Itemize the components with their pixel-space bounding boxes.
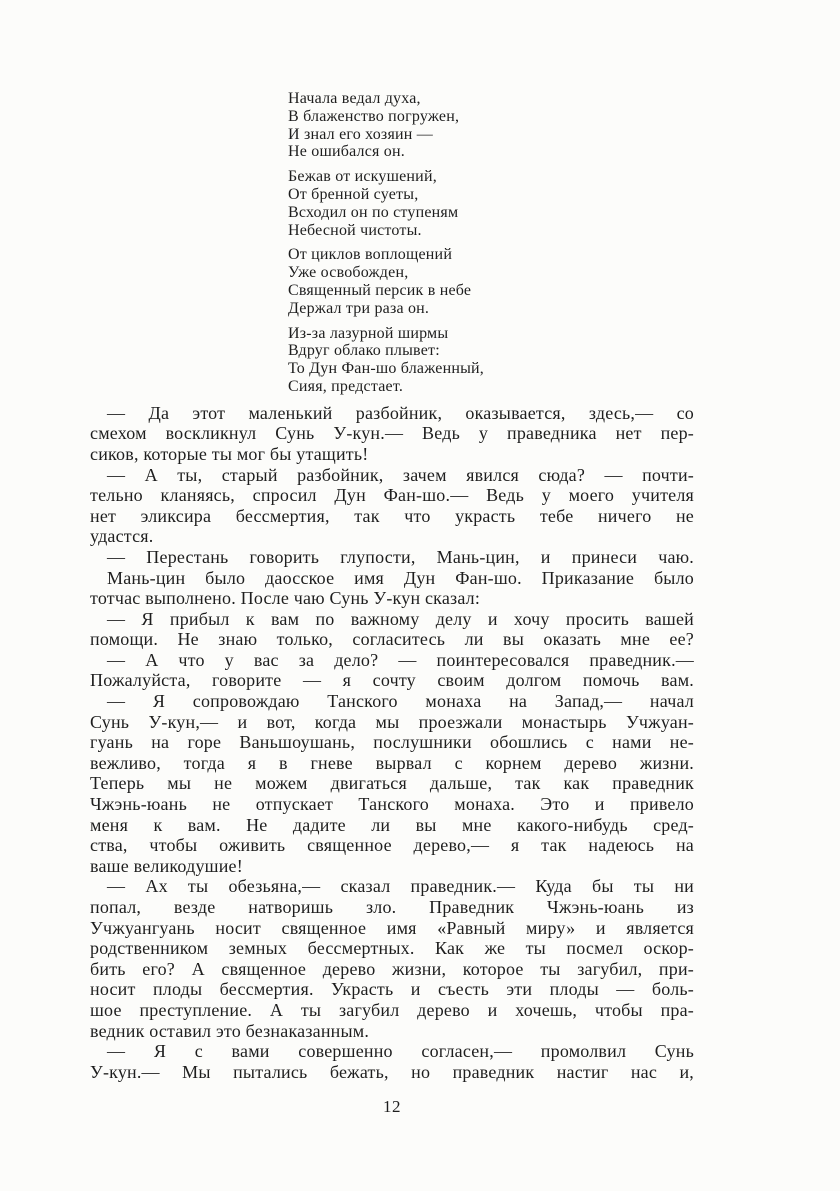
stanza xyxy=(288,246,694,317)
text-line: сиков, которые ты мог бы утащить! xyxy=(90,443,369,464)
paragraph xyxy=(90,609,694,650)
text-line: — Да этот маленький разбойник, оказывается, здесь,— со xyxy=(107,402,694,423)
text-line: Чжэнь-юань не отпускает Танского монаха. Это и привело xyxy=(90,794,694,815)
verse-line: Вдруг облако плывет: xyxy=(288,342,440,360)
text-block xyxy=(90,0,694,1117)
stanza xyxy=(288,90,694,161)
text-line: помощи. Не знаю только, согласитесь ли вы оказать мне ее? xyxy=(90,629,694,650)
verse-line: Бежав от искушений, xyxy=(288,168,437,186)
paragraph xyxy=(90,650,694,691)
text-line: гуань на горе Ваньшоушань, послушники обошлись с нами не- xyxy=(90,732,694,753)
text-line: Пожалуйста, говорите — я сочту своим долгом помочь вам. xyxy=(90,670,694,691)
text-line: носит плоды бессмертия. Украсть и съесть эти плоды — боль- xyxy=(90,979,694,1000)
verse-line: Держал три раза он. xyxy=(288,299,430,317)
text-line: Теперь мы не можем двигаться дальше, так как праведник xyxy=(90,773,694,794)
verse-line: Из-за лазурной ширмы xyxy=(288,324,449,342)
text-line: тотчас выполнено. После чаю Сунь У-кун сказал: xyxy=(90,588,481,609)
text-line: вежливо, тогда я в гневе вырвал с корнем дерево жизни. xyxy=(90,752,694,773)
paragraph xyxy=(90,1041,694,1082)
verse-line: Сияя, предстает. xyxy=(288,377,404,395)
verse-line: Уже освобожден, xyxy=(288,264,409,282)
verse-line: Священный персик в небе xyxy=(288,281,472,299)
text-line: тельно кланяясь, спросил Дун Фан-шо.— Ведь у моего учителя xyxy=(90,485,694,506)
text-line: попал, везде натворишь зло. Праведник Чжэнь-юань из xyxy=(90,897,694,917)
stanza xyxy=(288,168,694,239)
text-line: меня к вам. Не дадите ли вы мне какого-нибудь сред- xyxy=(90,814,694,835)
text-line: У-кун.— Мы пытались бежать, но праведник настиг нас и, xyxy=(90,1061,694,1082)
verse-line: Начала ведал духа, xyxy=(288,90,421,107)
page-number: 12 xyxy=(383,1097,401,1117)
text-line: ваше великодушие! xyxy=(90,855,243,876)
verse-line: В блаженство погружен, xyxy=(288,107,460,125)
poem xyxy=(288,90,694,396)
verse-line: От бренной суеты, xyxy=(288,185,419,203)
verse-line: Небесной чистоты. xyxy=(288,221,422,239)
text-line: Учжуангуань носит священное имя «Равный миру» и является xyxy=(90,917,694,938)
text-line: — Я прибыл к вам по важному делу и хочу просить вашей xyxy=(107,608,694,629)
verse-line: Не ошибался он. xyxy=(288,143,405,161)
text-line: смехом воскликнул Сунь У-кун.— Ведь у праведника нет пер- xyxy=(90,423,694,444)
text-line: бить его? А священное дерево жизни, которое ты загубил, при- xyxy=(90,958,694,979)
text-line: — А что у вас за дело? — поинтересовался праведник.— xyxy=(107,649,694,670)
paragraph xyxy=(90,465,694,547)
verse-line: Всходил он по ступеням xyxy=(288,203,459,221)
text-line: — Я сопровождаю Танского монаха на Запад,— начал xyxy=(107,691,694,712)
text-line: удастся. xyxy=(90,526,154,547)
text-line: нет эликсира бессмертия, так что украсть тебе ничего не xyxy=(90,505,694,526)
text-line: родственником земных бессмертных. Как же ты посмел оскор- xyxy=(90,938,694,959)
text-line: — А ты, старый разбойник, зачем явился сюда? — почти- xyxy=(107,464,694,485)
text-line: Сунь У-кун,— и вот, когда мы проезжали монастырь Учжуан- xyxy=(90,711,694,732)
stanza xyxy=(288,325,694,396)
text-line: Мань-цин было даосское имя Дун Фан-шо. Приказание было xyxy=(107,567,694,588)
verse-line: От циклов воплощений xyxy=(288,246,453,264)
text-line: — Перестань говорить глупости, Мань-цин, и принеси чаю. xyxy=(107,546,694,567)
paragraph xyxy=(90,547,694,568)
paragraph xyxy=(90,568,694,609)
verse-line: И знал его хозяин — xyxy=(288,125,433,143)
paragraph xyxy=(90,691,694,876)
text-line: ства, чтобы оживить священное дерево,— я так надеюсь на xyxy=(90,835,694,856)
prose xyxy=(90,403,694,1083)
text-line: ведник оставил это безнаказанным. xyxy=(90,1020,370,1041)
paragraph xyxy=(90,403,694,465)
text-line: — Я с вами совершенно согласен,— промолвил Сунь xyxy=(107,1041,694,1062)
text-line: — Ах ты обезьяна,— сказал праведник.— Куда бы ты ни xyxy=(107,876,694,897)
verse-line: То Дун Фан-шо блаженный, xyxy=(288,360,485,378)
text-line: шое преступление. А ты загубил дерево и хочешь, чтобы пра- xyxy=(90,999,694,1020)
paragraph xyxy=(90,876,694,1041)
